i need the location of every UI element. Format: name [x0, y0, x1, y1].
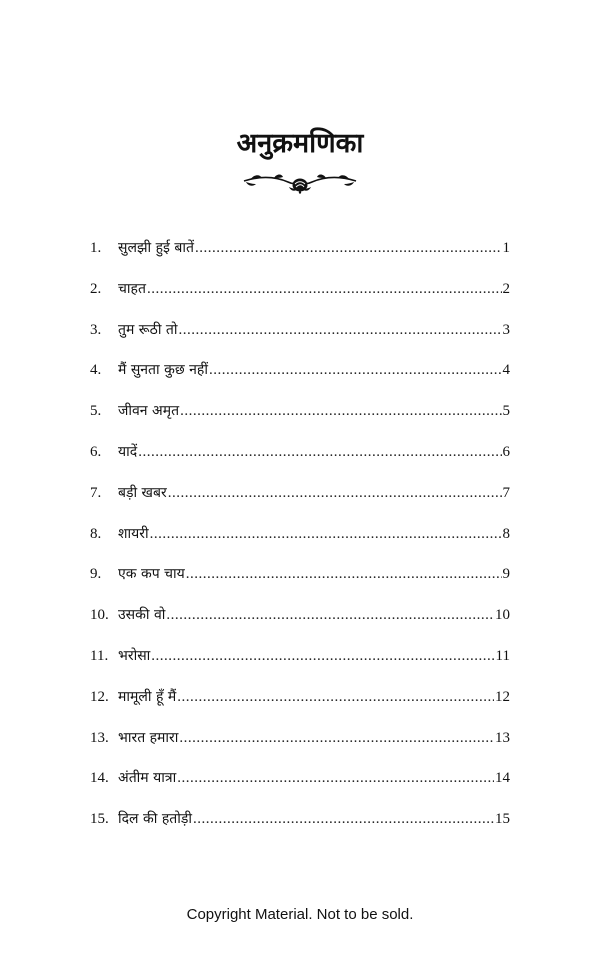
dot-leader	[209, 358, 502, 382]
toc-entry-page-number: 11	[495, 647, 510, 664]
toc-entry-title: जीवन अमृत	[118, 403, 180, 420]
dot-leader	[166, 603, 494, 627]
toc-entry-title: मैं सुनता कुछ नहीं	[118, 362, 208, 379]
toc-entry-title: यादें	[118, 443, 138, 460]
dot-leader	[179, 318, 502, 342]
toc-entry	[90, 481, 510, 522]
toc-entry-number: 8.	[90, 525, 102, 542]
toc-entry-number: 12.	[90, 688, 109, 705]
dot-leader	[180, 399, 501, 423]
toc-entry-title: उसकी वो	[118, 607, 166, 624]
toc-entry-page-number: 3	[502, 321, 510, 338]
toc-entry-number: 7.	[90, 484, 102, 501]
toc-entry-title: अंतीम यात्रा	[118, 770, 177, 787]
dot-leader	[177, 766, 494, 790]
toc-entry-title: भारत हमारा	[118, 729, 179, 746]
floral-divider-icon	[240, 172, 360, 194]
dot-leader	[151, 644, 494, 668]
toc-entry-title: दिल की हतोड़ी	[118, 811, 192, 828]
toc-entry-number: 3.	[90, 321, 102, 338]
toc-entry-title: मामूली हूँ मैं	[118, 688, 177, 705]
toc-entry-number: 15.	[90, 811, 109, 828]
toc-entry-number: 2.	[90, 280, 102, 297]
dot-leader	[195, 236, 502, 260]
toc-entry-number: 9.	[90, 566, 102, 583]
toc-entry-title: तुम रूठी तो	[118, 321, 178, 338]
toc-entry-title: एक कप चाय	[118, 566, 185, 583]
toc-entry-number: 11.	[90, 647, 109, 664]
toc-entry-number: 6.	[90, 443, 102, 460]
toc-entry-number: 4.	[90, 362, 102, 379]
toc-entry	[90, 603, 510, 644]
toc-entry-page-number: 13	[495, 729, 510, 746]
toc-entry-page-number: 4	[502, 362, 510, 379]
toc-entry-page-number: 8	[502, 525, 510, 542]
toc-entry-page-number: 12	[495, 688, 510, 705]
page-title: अनुक्रमणिका	[236, 128, 364, 159]
toc-entry-page-number: 9	[502, 566, 510, 583]
toc-entry-title: सुलझी हुई बातें	[118, 240, 194, 256]
dot-leader	[179, 726, 494, 750]
toc-entry	[90, 562, 510, 603]
toc-entry	[90, 277, 510, 318]
copyright-notice: Copyright Material. Not to be sold.	[186, 906, 414, 923]
toc-entry	[90, 399, 510, 440]
toc-entry-page-number: 10	[495, 607, 510, 624]
toc-entry	[90, 358, 510, 399]
toc-entry-page-number: 5	[502, 403, 510, 420]
table-of-contents	[90, 236, 510, 848]
toc-entry-page-number: 14	[495, 770, 510, 787]
toc-entry	[90, 807, 510, 848]
toc-entry-page-number: 1	[502, 240, 510, 256]
dot-leader	[138, 440, 501, 464]
toc-entry	[90, 726, 510, 767]
toc-entry	[90, 644, 510, 685]
toc-entry	[90, 685, 510, 726]
toc-entry-title: भरोसा	[118, 647, 151, 664]
dot-leader	[186, 562, 502, 586]
toc-entry-title: शायरी	[118, 525, 149, 542]
dot-leader	[150, 522, 502, 546]
toc-entry	[90, 766, 510, 807]
dot-leader	[147, 277, 502, 301]
toc-entry-page-number: 2	[502, 280, 510, 297]
toc-entry-page-number: 6	[502, 443, 510, 460]
toc-entry	[90, 440, 510, 481]
toc-entry	[90, 522, 510, 563]
toc-entry-page-number: 7	[502, 484, 510, 501]
toc-entry-title: बड़ी खबर	[118, 484, 167, 501]
toc-entry-number: 5.	[90, 403, 102, 420]
toc-entry-number: 14.	[90, 770, 109, 787]
dot-leader	[177, 685, 494, 709]
toc-entry	[90, 236, 510, 277]
dot-leader	[168, 481, 502, 505]
toc-entry-title: चाहत	[118, 280, 146, 297]
toc-entry-page-number: 15	[495, 811, 510, 828]
toc-entry-number: 10.	[90, 607, 109, 624]
toc-entry-number: 1.	[90, 240, 102, 256]
toc-entry	[90, 318, 510, 359]
dot-leader	[193, 807, 494, 831]
toc-entry-number: 13.	[90, 729, 109, 746]
